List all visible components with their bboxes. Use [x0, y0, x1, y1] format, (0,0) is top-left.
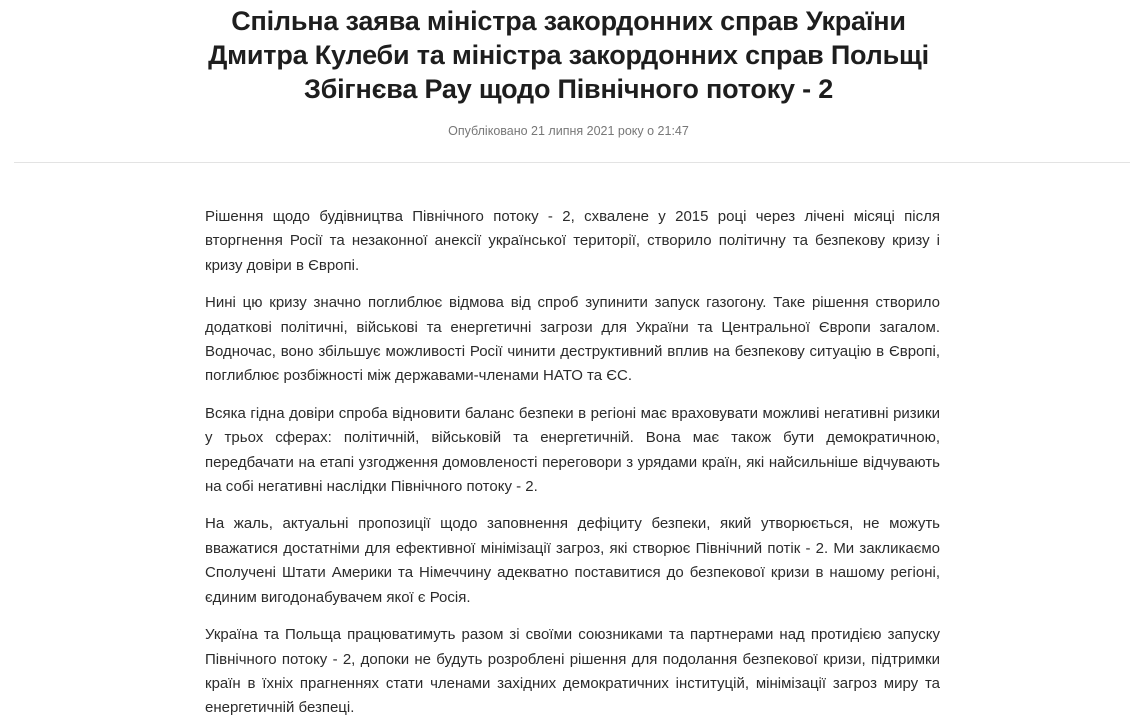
title-line-2: Дмитра Кулеби та міністра закордонних справ Польщі [208, 40, 929, 70]
published-date: Опубліковано 21 липня 2021 року о 21:47 [448, 124, 689, 138]
article-paragraph-3: Всяка гідна довіри спроба відновити баланс безпеки в регіоні має враховувати можливі негативні ризики у трьох сферах: політичній, військовій та енергетичній. Вона має також бути демократичною, передбачати на етапі узгодження домовленості переговори з урядами країн, які найсильніше відчувають на собі негативні наслідки Північного потоку - 2. [205, 404, 940, 496]
header-divider [14, 162, 1130, 163]
title-line-3: Збігнєва Рау щодо Північного потоку - 2 [303, 74, 834, 104]
article-header [0, 0, 1137, 139]
article-paragraph-5: Україна та Польща працюватимуть разом зі своїми союзниками та партнерами над протидією запуску Північного потоку - 2, допоки не будуть розроблені рішення для подолання безпекової кризи, підтримки країн в їхніх прагненнях стати членами західних демократичних інституцій, мінімізації загроз миру та енергетичній безпеці. [205, 626, 940, 717]
page-title [189, 4, 949, 106]
title-line-1: Спільна заява міністра закордонних справ України [231, 6, 906, 36]
article-paragraph-1: Рішення щодо будівництва Північного потоку - 2, схвалене у 2015 році через лічені місяці після вторгнення Росії та незаконної анексії української території, створило політичну та безпекову кризу і кризу довіри в Європі. [205, 208, 940, 274]
article-paragraph-4: На жаль, актуальні пропозиції щодо заповнення дефіциту безпеки, який утворюється, не можуть вважатися достатніми для ефективної мінімізації загроз, які створює Північний потік - 2. Ми закликаємо Сполучені Штати Америки та Німеччину адекватно поставитися до безпекової кризи в нашому регіоні, єдиним вигодонабувачем якої є Росія. [205, 515, 940, 606]
article-body [205, 205, 940, 721]
article-paragraph-2: Нині цю кризу значно поглиблює відмова від спроб зупинити запуск газогону. Таке рішення створило додаткові політичні, військові та енергетичні загрози для України та Центральної Європи загалом. Водночас, воно збільшує можливості Росії чинити деструктивний вплив на безпекову ситуацію в Європі, поглиблює розбіжності між державами-членами НАТО та ЄС. [205, 294, 940, 385]
